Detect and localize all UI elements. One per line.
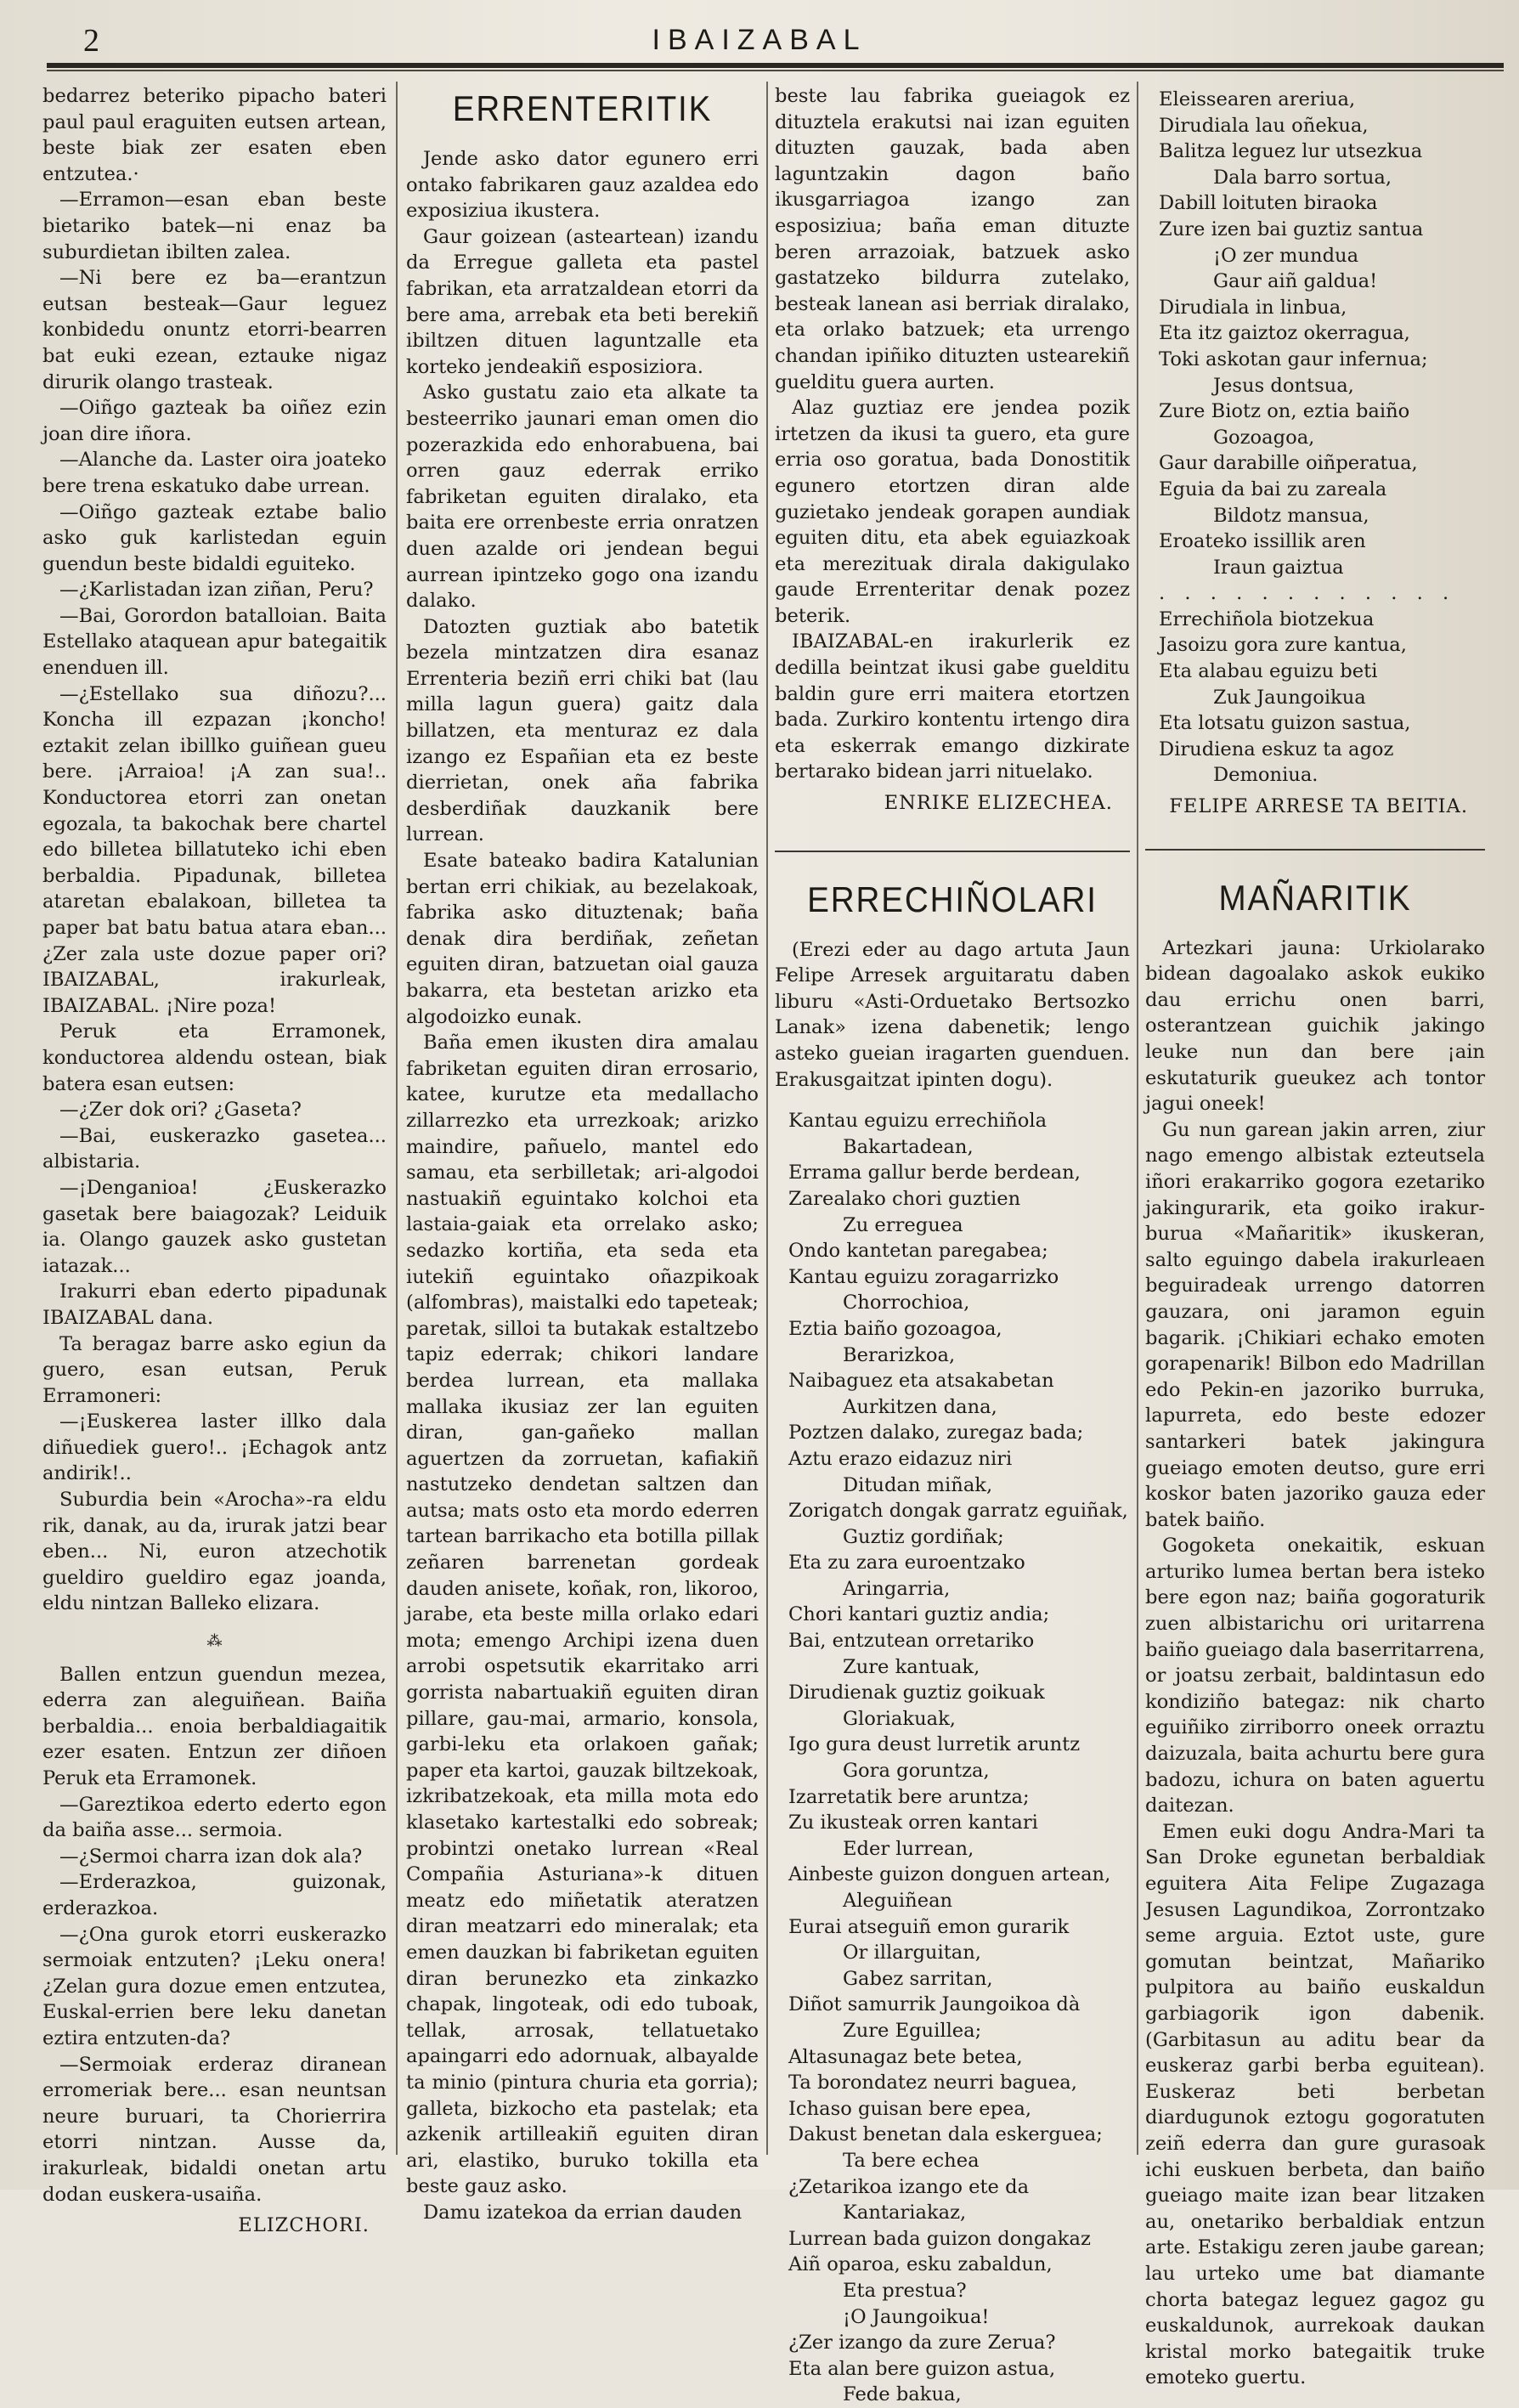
article-paragraph: Artezkari jauna: Urkiolarako bidean dagoalako askok eukiko dau errichu onen barri, osterantzean guichik jakingo leuke nun dan bere ¡ain eskutaturik gueukez ach tontor jagui oneek! (1145, 936, 1485, 1116)
article-paragraph: Emen euki dogu Andra-Mari ta San Droke egunetan berbaldiak eguitera Aita Felipe Zugazaga Jesusen Lagundikoa, Zorrontzako seme arguia. Eztot uste, gure gomutan beintzat, Mañariko pulpitora au baiño euskaldun garbiagorik igon dabenik. (Garbitasun au aditu bear da euskeraz garbi berba eguitean). Euskeraz beti berbetan diardugunok eztogu gogoratuten zeiñ ederra dan gure gurasoak ichi euskuen berbeta, dan baiño gueiago maite izan bear litzaken au, onetariko berbaldiak entzun arte. Estakigu zeren jaube garean; lau urteko ume bat diamante chorta bategaz leguez gagoz gu euskaldunok, aurrekoak daukan kristal morko bategaitik truke emoteko guertu. (1145, 1820, 1485, 2389)
article-paragraph: —Ni bere ez ba—erantzun eutsan besteak—Gaur leguez konbidedu onuntz etorri-bearren bat euki ezean, eztauke nigaz dirurik olango trasteak. (42, 267, 387, 393)
verse-line: Naibaguez eta atsakabetan (788, 1370, 1054, 1393)
verse-line: Guztiz gordiñak; (843, 1525, 1004, 1548)
verse-line: ¡O zer mundua (1213, 244, 1359, 267)
header-rule-thin (47, 70, 1504, 71)
article-paragraph: —¿Sermoi charra izan dok ala? (59, 1845, 363, 1868)
article-paragraph: Irakurri eban ederto pipadunak IBAIZABAL dana. (42, 1280, 387, 1329)
article-paragraph: Gaur goizean (asteartean) izandu da Erregue galleta eta pastel fabrikan, eta arratzaldean etorri da bere ama, arrebak eta beti berekiñ ibiltzen dituen laguntzalle eta korteko jendeakiñ esposiziora. (406, 225, 759, 378)
section-heading-manaritik: MAÑARITIK (1218, 877, 1412, 918)
poem-verses (775, 1108, 1130, 2408)
article-paragraph: Datozten guztiak abo batetik bezela mintzatzen dira esanaz Errenteria beziñ erri chiki bat (lau milla lagun guera) gaitz dala billatzen, eta menturaz ez dala izango ez Españian eta ez beste dierrietan, onek aña fabrika desberdiñak dauzkanik bere lurrean. (406, 615, 759, 846)
verse-line: Aringarria, (843, 1577, 951, 1600)
verse-line: Bai, entzutean orretariko (788, 1630, 1035, 1653)
verse-line: Eta prestua? (843, 2279, 967, 2302)
poem-signature: FELIPE ARRESE TA BEITIA. (1169, 795, 1468, 818)
article-paragraph: —¿Karlistadan izan ziñan, Peru? (59, 579, 374, 602)
verse-line: Zarealako chori guztien (788, 1187, 1021, 1210)
section-rule (775, 851, 1130, 852)
verse-line: Zure izen bai guztiz santua (1159, 218, 1424, 240)
article-paragraph: Peruk eta Erramonek, konductorea aldendu ostean, biak batera esan eutsen: (42, 1020, 387, 1095)
verse-line: Gaur darabille oiñperatua, (1159, 452, 1418, 475)
verse-line: Eztia baiño gozoagoa, (788, 1317, 1002, 1340)
article-paragraph: IBAIZABAL-en irakurlerik ez dedilla beintzat ikusi gabe guelditu baldin gure erri maitera etortzen bada. Zurkiro kontentu irtengo dira eta eskerrak emango dizkirate bertarako bidean jarri nituelako. (775, 630, 1130, 783)
verse-line: Ditudan miñak, (843, 1473, 993, 1496)
verse-line: Altasunagaz bete betea, (788, 2045, 1023, 2068)
verse-line: Aurkitzen dana, (843, 1395, 997, 1418)
verse-line: Eurai atseguiñ emon gurarik (788, 1915, 1070, 1938)
verse-line: Dabill loituten biraoka (1159, 192, 1378, 215)
newspaper-title: IBAIZABAL (652, 24, 867, 56)
verse-line: Ondo kantetan paregabea; (788, 1240, 1048, 1263)
verse-line: Ichaso guisan bere epea, (788, 2097, 1032, 2120)
verse-line: Dala barro sortua, (1213, 166, 1392, 189)
article-paragraph: —Erramon—esan eban beste bietariko batek—ni enaz ba suburdietan ibilten zalea. (42, 189, 387, 263)
verse-line: Diñot samurrik Jaungoikoa dà (788, 1993, 1081, 2016)
verse-line: ¡O Jaungoikua! (843, 2305, 990, 2328)
verse-line: Gabez sarritan, (843, 1967, 993, 1990)
verse-line: Iraun gaiztua (1213, 556, 1344, 579)
article-paragraph: Ta beragaz barre asko egiun da guero, esan eutsan, Peruk Erramoneri: (42, 1332, 387, 1407)
verse-line: Gozoagoa, (1213, 426, 1315, 449)
verse-line: Aztu erazo eidazuz niri (788, 1447, 1013, 1470)
verse-line: Fede bakua, (843, 2383, 962, 2406)
verse-line: Eguia da bai zu zareala (1159, 478, 1387, 500)
verse-line: Dirudiena eskuz ta agoz (1159, 738, 1394, 760)
verse-line: Jesus dontsua, (1213, 374, 1354, 397)
verse-line: Zu ikusteak orren kantari (788, 1812, 1038, 1834)
article-paragraph: Suburdia bein «Arocha»-ra eldu rik, danak, au da, irurak jatzi bear eben... Ni, euron atzechotik gueldiro gueldiro egaz joanda, eldu nintzan Balleko elizara. (42, 1489, 387, 1615)
verse-line: Zu erreguea (843, 1213, 963, 1236)
verse-line: Dirudienak guztiz goikuak (788, 1682, 1045, 1704)
article-paragraph: —Bai, euskerazko gasetea... albistaria. (42, 1124, 387, 1173)
verse-line: Igo gura deust lurretik aruntz (788, 1733, 1081, 1756)
verse-line: Chorrochioa, (843, 1292, 970, 1314)
section-stars: ⁂ (206, 1632, 223, 1651)
verse-line: Aiñ oparoa, esku zabaldun, (788, 2253, 1053, 2276)
poem-verses-continued (1145, 87, 1485, 789)
article-paragraph: —¿Estellako sua diñozu?... Koncha ill ezpazan ¡koncho! eztakit zelan ibillko guiñean gueu bere. ¡Arraioa! ¡A zan sua!.. Konductorea etorri zan onetan egozala, ta bakochak bere chartel edo billetea billatuteko ichi eben berbaldia. Pipadunak, billetea ataretan ebalakoan, billetea ta paper bat batu batua atara eban... ¿Zer zala uste dozue paper ori? IBAIZABAL, irakurleak, IBAIZABAL. ¡Nire poza! (42, 682, 387, 1017)
column-divider (396, 82, 398, 2155)
verse-line: Dirudiala lau oñekua, (1159, 114, 1369, 137)
verse-line: Eta lotsatu guizon sastua, (1159, 712, 1411, 735)
column-divider (1137, 82, 1138, 2155)
article-paragraph: bedarrez beteriko pipacho bateri paul paul eraguiten eutsen artean, beste biak zer esaten eben entzutea.· (42, 85, 387, 185)
verse-line: Eder lurrean, (843, 1837, 974, 1860)
verse-line: Errechiñola biotzekua (1159, 608, 1375, 630)
verse-line: Zuk Jaungoikua (1213, 686, 1366, 709)
article-paragraph: Jende asko dator egunero erri ontako fabrikaren gauz azaldea edo exposiziua ikustera. (406, 148, 759, 223)
verse-line: Aleguiñean (843, 1890, 953, 1912)
verse-line: Eta alan bere guizon astua, (788, 2357, 1056, 2380)
column-4 (1145, 83, 1485, 2389)
article-paragraph: Esate bateako badira Katalunian bertan erri chikiak, au bezelakoak, fabrika asko dituztenak; baña denak dira berdiñak, zeñetan eguiten diran, batzuetan oial gauza bakarra, eta bestetan arizko eta algodoizko eunak. (406, 850, 759, 1028)
verse-line: Jasoizu gora zure kantua, (1159, 634, 1407, 657)
article-paragraph: —Oiñgo gazteak eztabe balio asko guk karlistedan eguin guendun beste bidaldi eguiteko. (42, 500, 387, 575)
verse-line: Ainbeste guizon donguen artean, (788, 1863, 1111, 1886)
verse-line: Or illarguitan, (843, 1942, 981, 1964)
article-paragraph: —¿Ona gurok etorri euskerazko sermoiak entzuten? ¡Leku onera! ¿Zelan gura dozue emen entzutea, Euskal-errien bere leku danetan eztira entzuten-da? (42, 1923, 387, 2049)
verse-line: Demoniua. (1213, 764, 1319, 787)
section-heading-errenteritik: ERRENTERITIK (452, 88, 713, 128)
verse-line: Kantau eguizu errechiñola (788, 1110, 1047, 1133)
article-paragraph: Damu izatekoa da errian dauden (423, 2201, 743, 2224)
verse-line: Kantau eguizu zoragarrizko (788, 1265, 1059, 1288)
article-paragraph: —Oiñgo gazteak ba oiñez ezin joan dire iñora. (42, 397, 387, 445)
verse-line: Gloriakuak, (843, 1707, 956, 1730)
verse-line: Eta alabau eguizu beti (1159, 660, 1378, 683)
article-paragraph: Gu nun garean jakin arren, ziur nago emengo albistak ezteutsela iñori erakarriko gogora ezetariko jakingurarik, eta goiko irakur-burua «Mañaritik» ikuskeran, salto eguingo dabela irakurleaen beguiradeak urrengo datorren gauzara, oni jaramon eguin bagarik. ¡Chikiari echako emoten gorapenarik! Bilbon edo Madrillan edo Pekin-en jazoriko burruka, lapurreta, edo beste edozer santarkeri batek jakingura gueiago emoten deutso, gure erri koskor baten jazoriko gauza eder batek baiño. (1145, 1118, 1485, 1531)
verse-line: Eta zu zara euroentzako (788, 1552, 1025, 1574)
verse-line: Zure kantuak, (843, 1655, 980, 1678)
header-rule (47, 63, 1504, 68)
verse-line: Zure Biotz on, eztia baiño (1159, 400, 1410, 423)
verse-line: ¿Zetarikoa izango ete da (788, 2175, 1030, 2198)
verse-line: Bakartadean, (843, 1135, 974, 1158)
article-paragraph: —Bai, Gorordon batalloian. Baita Estellako ataquean apur bategaitik enenduen ill. (42, 604, 387, 680)
verse-line: Dakust benetan dala eskerguea; (788, 2123, 1103, 2146)
article-paragraph: Baña emen ikusten dira amalau fabriketan eguiten diran errosario, katee, kurutze eta medallacho zillarrezko eta urrezkoak; arizko maindire, pañuelo, mantel edo samau, eta serbilletak; ari-algodoi nastuakiñ eguintako kolchoi eta lastaia-gaiak eta orrelako asko; sedazko kortiña, eta seda eta iutekiñ eguintako oñazpikoak (alfombras), maistalki edo tapeteak; paretak, silloi ta butakak estaltzebo tapiz ederrak; chikori landare berdea lurrean, eta mallaka mallaka ikusiaz zer lan eguiten diran, gan-gañeko mallan aguertzen da zorruetan, kafiakiñ nastutzeko dendetan saltzen dan autsa; mats osto eta mordo ederren tartean barrikacho eta botilla pillak zeñaren barrenetan gordeak dauden anisete, koñak, ron, likoroo, jarabe, eta beste milla orlako edari mota; emengo Archipi izena duen arrobi ospetsutik ekarritako arri gorrista nabartuakiñ eguiten diran pillare, gau-mai, armario, konsola, garbi-leku eta orlakoen gañak; paper eta kartoi, gauzak biltzekoak, izkribatzekoak, eta milla mota edo klasetako kartestalki edo sobreak; probintzi onetako lurrean «Real Compañia Asturiana»-k dituen meatz edo miñetatik ateratzen diran meatzarri edo mineralak; eta emen dauzkan bi fabriketan eguiten diran berunezko eta zinkazko chapak, lingoteak, odi edo tuboak, tellak, arrosak, tellatuetako apaingarri edo adornuak, albayalde ta minio (pintura churia eta gorria); galleta, bizkocho eta pastelak; eta azkenik artilleakiñ eguiten diran ari, elastiko, buruko tokilla eta beste gauz asko. (406, 1032, 759, 2198)
verse-line: Dirudiala in linbua, (1159, 296, 1347, 319)
verse-line: Kantariakaz, (843, 2202, 967, 2224)
page-header (0, 0, 1519, 68)
verse-line: Zure Eguillea; (843, 2019, 982, 2042)
verse-line: Ta borondatez neurri baguea, (788, 2072, 1077, 2094)
section-rule (1145, 849, 1485, 851)
article-signature: ENRIKE ELIZECHEA. (884, 792, 1113, 815)
verse-line: Berarizkoa, (843, 1343, 956, 1366)
verse-line: Gaur aiñ galdua! (1213, 270, 1378, 293)
verse-line: Poztzen dalako, zuregaz bada; (788, 1422, 1084, 1444)
verse-line: Chori kantari guztiz andia; (788, 1603, 1050, 1626)
article-paragraph: —Erderazkoa, guizonak, erderazkoa. (42, 1871, 387, 1919)
article-paragraph: —Gareztikoa ederto ederto egon da baiña asse... sermoia. (42, 1793, 387, 1842)
article-paragraph: beste lau fabrika gueiagok ez dituztela erakutsi nai izan eguiten dituzten gauzak, bada aben laguntzakin dagon baño ikusgarriagoa izango zan esposiziua; baña eman dituzte beren arrazoiak, batzuek asko gastatzeko bildurra zutelako, besteak lanean asi berriak diralako, eta orlako batzuek; eta urrengo chandan ipiñiko dituzten ustearekiñ guelditu guera aurten. (775, 85, 1130, 393)
article-paragraph: Asko gustatu zaio eta alkate ta besteerriko jaunari eman omen dio pozerazkida edo enhorabuena, bai orren gauz ederrak erriko fabriketan eguiten diralako, eta baita ere orrenbeste erria onratzen duen azalde ori jendean begui aurrean ipintzeko gogo ona izandu dalako. (406, 382, 759, 613)
column-2 (406, 83, 759, 2224)
verse-line: Eta itz gaiztoz okerragua, (1159, 322, 1410, 345)
article-paragraph: —Sermoiak erderaz diranean erromeriak bere... esan neuntsan neure buruari, ta Chorierrira etorri nintzan. Ausse da, irakurleak, bidaldi onetan artu dodan euskera-usaiña. (42, 2053, 387, 2206)
poem-intro: (Erezi eder au dago artuta Jaun Felipe Arresek arguitaratu daben liburu «Asti-Orduetako Bertsozko Lanak» izena dabenetik; lengo asteko gueian iragarten guenduen. Erakusgaitzat ipinten dogu). (775, 938, 1130, 1091)
verse-line: Eroateko issillik aren (1159, 530, 1366, 553)
article-paragraph: —¡Denganioa! ¿Euskerazko gasetak bere baiagozak? Leiduik ia. Olango gauzek asko gustetan iatazak... (42, 1176, 387, 1277)
verse-line: Izarretatik bere aruntza; (788, 1785, 1030, 1808)
article-paragraph: Ballen entzun guendun mezea, ederra zan aleguiñean. Baiña berbaldia... enoia berbaldiagaitik ezer esaten. Entzun zer diñoen Peruk eta Erramonek. (42, 1663, 387, 1789)
verse-line: Lurrean bada guizon dongakaz (788, 2227, 1091, 2250)
verse-line: Errama gallur berde berdean, (788, 1162, 1081, 1184)
verse-line: Zorigatch dongak garratz eguiñak, (788, 1500, 1128, 1523)
article-signature: ELIZCHORI. (238, 2214, 370, 2237)
column-1 (42, 83, 387, 2237)
verse-line: Ta bere echea (843, 2149, 980, 2172)
column-3 (775, 83, 1130, 2406)
article-paragraph: —¡Euskerea laster illko dala diñuediek guero!.. ¡Echagok antz andirik!.. (42, 1410, 387, 1485)
verse-line: ¿Zer izango da zure Zerua? (788, 2332, 1056, 2354)
column-divider (766, 82, 768, 2155)
article-paragraph: Alaz guztiaz ere jendea pozik irtetzen da ikusi ta guero, eta gure erria oso goratua, bada Donostitik egunero etortzen diran alde guzietako jendeak gorapen aundiak eguiten ditu, eta abek eguiazkoak eta merezituak dirala dakigulako gaude Errenteritar denak pozez beterik. (775, 397, 1130, 627)
verse-line: Toki askotan gaur infernua; (1159, 348, 1428, 370)
verse-line: Bildotz mansua, (1213, 504, 1369, 527)
article-paragraph: —Alanche da. Laster oira joateko bere trena eskatuko dabe urrean. (42, 449, 387, 497)
verse-line: Balitza leguez lur utsezkua (1159, 140, 1423, 163)
verse-line: Gora goruntza, (843, 1760, 990, 1783)
article-paragraph: —¿Zer dok ori? ¿Gaseta? (59, 1099, 302, 1122)
page-number: 2 (83, 23, 99, 59)
section-heading-errechinolari: ERRECHIÑOLARI (807, 879, 1098, 919)
verse-line: . . . . . . . . . . . . (1159, 582, 1456, 605)
verse-line: Eleissearen areriua, (1159, 88, 1356, 110)
article-paragraph: Gogoketa onekaitik, eskuan arturiko lumea bertan bera isteko bere egon naz; baiña gogoraturik zuen albistarichu ori uritarrena baiño gueiago dala baserritarrena, or joatsu zerbait, baldintasun edo kondiziño bategaz: nik charto eguiñiko zirriborro oneek orraztu daizuzala, baita achurtu bere gura badozu, ichura on baten aguertu daitezan. (1145, 1535, 1485, 1817)
